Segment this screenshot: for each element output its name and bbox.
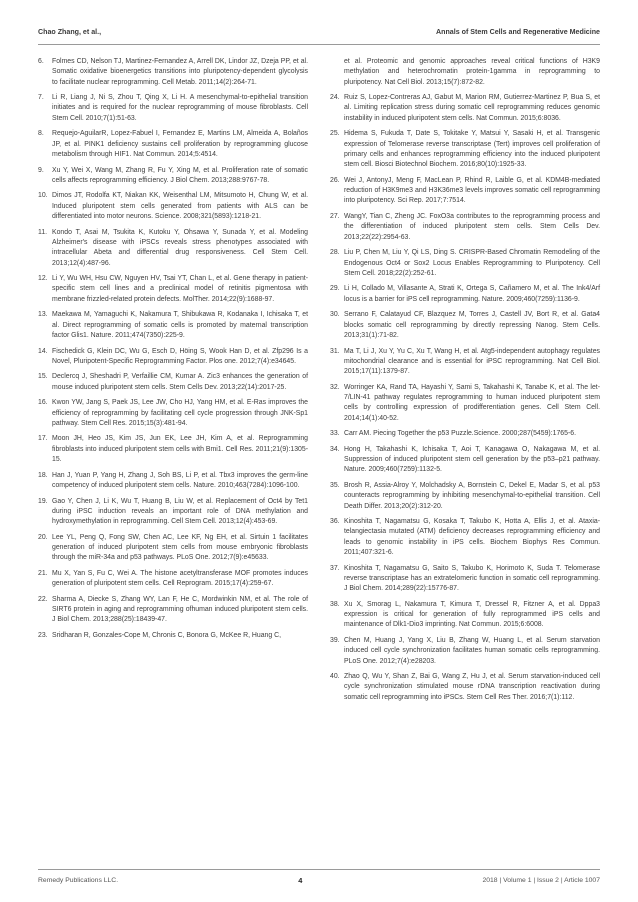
reference-number: 30. — [330, 311, 340, 319]
reference-number: 8. — [38, 130, 44, 138]
reference-item — [330, 310, 600, 341]
reference-number: 36. — [330, 518, 340, 526]
reference-text: Moon JH, Heo JS, Kim JS, Jun EK, Lee JH, Kim A, et al. Reprogramming fibroblasts into induced pluripotent stem cells with Bmi1. Cell Res. 2011;21(9):1305-15. — [52, 435, 308, 464]
reference-item — [38, 569, 308, 590]
reference-item — [38, 631, 308, 641]
left-column — [38, 57, 308, 708]
reference-number: 33. — [330, 430, 340, 438]
reference-item — [38, 398, 308, 429]
reference-text: Li R, Liang J, Ni S, Zhou T, Qing X, Li H. A mesenchymal-to-epithelial transition initiates and is required for the nuclear reprogramming of mouse fibroblasts. Cell Stem Cell. 2010;7(1):51-63. — [52, 94, 308, 122]
reference-text: Sharma A, Diecke S, Zhang WY, Lan F, He C, Mordwinkin NM, et al. The role of SIRT6 protein in aging and reprogramming ofhuman induced pluripotent stem cells. J Biol Chem. 2013;288(25):18439-47. — [52, 595, 308, 624]
reference-item — [38, 434, 308, 465]
reference-item — [38, 129, 308, 160]
reference-item — [330, 347, 600, 378]
reference-text: Ruiz S, Lopez-Contreras AJ, Gabut M, Marion RM, Gutierrez-Martinez P, Bua S, et al. Limiting replication stress during somatic cell reprogramming reduces genomic instability in induced pluripotent stem cells. Nat Commun. 2015;6:8036. — [344, 94, 600, 122]
reference-text: Kinoshita T, Nagamatsu G, Saito S, Takubo K, Horimoto K, Suda T. Telomerase reverse transcriptase has an extratelomeric function in somatic cell reprogramming. J Biol Chem. 2014;289(22):15776-87. — [344, 564, 600, 593]
header-journal: Annals of Stem Cells and Regenerative Medicine — [436, 28, 600, 36]
reference-number: 20. — [38, 533, 48, 541]
reference-item — [38, 191, 308, 222]
reference-number: 9. — [38, 166, 44, 174]
page-number: 4 — [298, 876, 303, 885]
reference-number: 32. — [330, 383, 340, 391]
reference-text: Maekawa M, Yamaguchi K, Nakamura T, Shibukawa R, Kodanaka I, Ichisaka T, et al. Direct reprogramming of somatic cells is promoted by maternal transcription factor Glis1. Nature. 2011;474(7350):225-9. — [52, 311, 308, 339]
reference-number: 13. — [38, 311, 48, 319]
header-authors: Chao Zhang, et al., — [38, 28, 102, 36]
right-column — [330, 57, 600, 708]
reference-number: 6. — [38, 58, 44, 65]
reference-number: 16. — [38, 399, 48, 407]
reference-number: 39. — [330, 637, 340, 644]
reference-item — [330, 284, 600, 305]
reference-item — [330, 429, 600, 439]
reference-item — [38, 595, 308, 626]
reference-text: Hong H, Takahashi K, Ichisaka T, Aoi T, Kanagawa O, Nakagawa M, et al. Suppression of induced pluripotent stem cell generation by the p53–p21 pathway. Nature. 2009;460(7259):1132-5. — [344, 445, 600, 474]
reference-item — [330, 212, 600, 243]
reference-number: 31. — [330, 347, 340, 355]
reference-text: Mu X, Yan S, Fu C, Wei A. The histone acetyltransferase MOF promotes induces generation of pluripotent stem cells. Cell Reprogram. 2015;17(4):259-67. — [52, 569, 308, 588]
reference-text: Gao Y, Chen J, Li K, Wu T, Huang B, Liu W, et al. Replacement of Oct4 by Tet1 during iPSC induction reveals an important role of DNA methylation and hydroxymethylation in reprogramming. Cell Stem Cell. 2013;12(4):453-69. — [52, 497, 308, 526]
reference-number: 19. — [38, 497, 48, 505]
reference-text: Kwon YW, Jang S, Paek JS, Lee JW, Cho HJ, Yang HM, et al. E-Ras improves the efficiency of reprogramming by facilitating cell cycle progression through JNK-Sp1 pathway. Stem Cell Res. 2015;15(3):481-94. — [52, 399, 308, 427]
reference-text: Ma T, Li J, Xu Y, Yu C, Xu T, Wang H, et al. Atg5-independent autophagy regulates mitochondrial clearance and is essential for iPSC reprogramming. Nat Cell Biol. 2015;17(11):1379-87. — [344, 347, 600, 376]
reference-text: WangY, Tian C, Zheng JC. FoxO3a contributes to the reprogramming process and the differentiation of induced pluripotent stem cells. Stem Cells Dev. 2013;22(22):2954-63. — [344, 213, 600, 241]
reference-text: Declercq J, Sheshadri P, Verfaillie CM, Kumar A. Zic3 enhances the generation of mouse induced pluripotent stem cells. Stem Cells Dev. 2013;22(14):2017-25. — [52, 373, 308, 391]
reference-text: et al. Proteomic and genomic approaches reveal critical functions of H3K9 methylation and heterochromatin protein-1gamma in reprogramming to pluripotency. Nat Cell Biol. 2013;15(7):872-82. — [344, 58, 600, 86]
reference-text: Zhao Q, Wu Y, Shan Z, Bai G, Wang Z, Hu J, et al. Serum starvation-induced cell cycle synchronization stimulated mouse rDNA transcription reactivation during somatic cell reprogramming into iPSCs. Stem Cell Res Ther. 2016;7(1):112. — [344, 673, 600, 701]
reference-item — [38, 310, 308, 341]
reference-text: Wei J, AntonyJ, Meng F, MacLean P, Rhind R, Laible G, et al. KDM4B-mediated reduction of H3K9me3 and H3K36me3 levels improves somatic cell reprogramming into pluripotency. Sci Rep. 2017;7:7514. — [344, 176, 600, 205]
reference-number: 27. — [330, 213, 340, 221]
reference-text: Kinoshita T, Nagamatsu G, Kosaka T, Takubo K, Hotta A, Ellis J, et al. Ataxia-telangiectasia mutated (ATM) deficiency decreases reprogramming efficiency and leads to genomic instability in iPS cells. Biochem Biophys Res Commun. 2011;407:321-6. — [344, 518, 600, 557]
reference-number: 28. — [330, 249, 340, 257]
reference-item — [38, 471, 308, 492]
reference-text: Dimos JT, Rodolfa KT, Niakan KK, Weisenthal LM, Mitsumoto H, Chung W, et al. Induced pluripotent stem cells generated from patients with ALS can be differentiated into motor neurons. Science. 2008;321(5893):1218-21. — [52, 192, 308, 221]
reference-item — [330, 517, 600, 558]
reference-number: 29. — [330, 285, 340, 293]
reference-text: Kondo T, Asai M, Tsukita K, Kutoku Y, Ohsawa Y, Sunada Y, et al. Modeling Alzheimer's disease with iPSCs reveals stress phenotypes associated with intracellular Abeta and differential drug responsiveness. Cell Stem Cell. 2013;12(4):487-96. — [52, 228, 308, 267]
reference-text: Requejo-AguilarR, Lopez-Fabuel I, Fernandez E, Martins LM, Almeida A, Bolaños JP, et al. PINK1 deficiency sustains cell proliferation by reprogramming glucose metabolism through HIF1. Nat Commun. 2014;5:4514. — [52, 130, 308, 158]
reference-item — [38, 228, 308, 269]
reference-text: Lee YL, Peng Q, Fong SW, Chen AC, Lee KF, Ng EH, et al. Sirtuin 1 facilitates generation of induced pluripotent stem cells from mouse embryonic fibroblasts through the miR-34a and p53 pathways. PLoS One. 2012;7(9):e45633. — [52, 533, 308, 562]
reference-item — [330, 445, 600, 476]
reference-item — [38, 372, 308, 393]
page-footer — [38, 869, 600, 885]
reference-text: Xu X, Smorag L, Nakamura T, Kimura T, Dressel R, Fitzner A, et al. Dppa3 expression is critical for generation of fully reprogrammed iPS cells and maintenance of Dlk1-Dio3 imprinting. Nat Commun. 2015;6:6008. — [344, 600, 600, 629]
reference-number: 37. — [330, 564, 340, 572]
reference-number: 10. — [38, 192, 48, 200]
reference-item — [330, 481, 600, 512]
reference-item — [330, 93, 600, 124]
footer-issue-info: 2018 | Volume 1 | Issue 2 | Article 1007 — [482, 877, 600, 884]
reference-number: 23. — [38, 632, 48, 639]
reference-item — [38, 533, 308, 564]
reference-text: Chen M, Huang J, Yang X, Liu B, Zhang W, Huang L, et al. Serum starvation induced cell cycle synchronization facilitates human somatic cells reprogramming. PLoS One. 2012;7(4):e28203. — [344, 637, 600, 665]
reference-item — [38, 93, 308, 124]
reference-text: Folmes CD, Nelson TJ, Martinez-Fernandez A, Arrell DK, Lindor JZ, Dzeja PP, et al. Somatic oxidative bioenergetics transitions into pluripotency-dependent glycolysis to facilitate nuclear reprogramming. Cell Metab. 2011;14(2):264-71. — [52, 58, 308, 86]
reference-text: Hidema S, Fukuda T, Date S, Tokitake Y, Matsui Y, Sasaki H, et al. Transgenic expression of Telomerase reverse transcriptase (Tert) improves cell proliferation of primary cells and enhances reprogramming efficiency into the induced pluripotent stem cell. Biosci Biotechnol Biochem. 2016;80(10):1925-33. — [344, 130, 600, 169]
footer-publisher: Remedy Publications LLC. — [38, 877, 119, 884]
reference-item — [330, 636, 600, 667]
reference-number: 22. — [38, 595, 48, 603]
reference-item — [330, 672, 600, 703]
reference-text: Fischedick G, Klein DC, Wu G, Esch D, Höing S, Wook Han D, et al. Zfp296 Is a Novel, Pluripotent-Specific Reprogramming Factor. Plos one. 2012;7(4):e34645. — [52, 347, 308, 365]
reference-number: 11. — [38, 228, 48, 236]
reference-text: Li Y, Wu WH, Hsu CW, Nguyen HV, Tsai YT, Chan L, et al. Gene therapy in patient-specific stem cell lines and a preclinical model of retinitis pigmentosa with membrane frizzled-related protein defects. MolTher. 2014;22(9):1688-97. — [52, 275, 308, 303]
reference-text: Serrano F, Calatayud CF, Blazquez M, Torres J, Castell JV, Bort R, et al. Gata4 blocks somatic cell reprogramming by directly repressing Nanog. Stem Cells. 2013;31(1):71-82. — [344, 311, 600, 339]
reference-number: 40. — [330, 673, 340, 681]
reference-number: 26. — [330, 176, 340, 184]
reference-number: 35. — [330, 481, 340, 489]
reference-item — [38, 274, 308, 305]
reference-text: Xu Y, Wei X, Wang M, Zhang R, Fu Y, Xing M, et al. Proliferation rate of somatic cells affects reprogramming efficiency. J Biol Chem. 2013;288:9767-78. — [52, 166, 308, 184]
reference-number: 38. — [330, 600, 340, 608]
reference-number: 21. — [38, 569, 48, 577]
reference-number: 12. — [38, 275, 48, 283]
reference-text: Carr AM. Piecing Together the p53 Puzzle.Science. 2000;287(5459):1765-6. — [344, 430, 577, 438]
reference-item — [330, 564, 600, 595]
running-header — [38, 28, 600, 45]
reference-item — [38, 57, 308, 88]
reference-text: Sridharan R, Gonzales-Cope M, Chronis C, Bonora G, McKee R, Huang C, — [52, 632, 282, 639]
reference-list — [38, 57, 600, 708]
reference-number: 24. — [330, 94, 340, 102]
reference-text: Han J, Yuan P, Yang H, Zhang J, Soh BS, Li P, et al. Tbx3 improves the germ-line competency of induced pluripotent stem cells. Nature. 2010;463(7284):1096-100. — [52, 471, 308, 489]
reference-number: 17. — [38, 435, 48, 443]
reference-item — [330, 248, 600, 279]
reference-item — [330, 57, 600, 88]
reference-text: Liu P, Chen M, Liu Y, Qi LS, Ding S. CRISPR-Based Chromatin Remodeling of the Endogenous Oct4 or Sox2 Locus Enables Reprogramming to Pluripotency. Cell Stem Cell. 2018;22(2):252-61. — [344, 249, 600, 277]
reference-item — [330, 600, 600, 631]
reference-item — [330, 383, 600, 424]
reference-item — [38, 347, 308, 368]
reference-text: Li H, Collado M, Villasante A, Strati K, Ortega S, Cañamero M, et al. The Ink4/Arf locus is a barrier for iPS cell reprogramming. Nature. 2009;460(7259):1136-9. — [344, 285, 600, 303]
reference-number — [330, 57, 344, 88]
reference-text: Brosh R, Assia-Alroy Y, Molchadsky A, Bornstein C, Dekel E, Madar S, et al. p53 counteracts reprogramming by inhibiting mesenchymal-to-epithelial transition. Cell Death Differ. 2013;20(2):312-20. — [344, 481, 600, 510]
reference-number: 14. — [38, 347, 48, 355]
reference-number: 18. — [38, 471, 48, 479]
reference-item — [38, 497, 308, 528]
reference-item — [38, 166, 308, 187]
reference-number: 7. — [38, 94, 44, 102]
reference-item — [330, 176, 600, 207]
reference-number: 15. — [38, 373, 48, 381]
reference-number: 25. — [330, 130, 340, 138]
reference-text: Worringer KA, Rand TA, Hayashi Y, Sami S, Takahashi K, Tanabe K, et al. The let-7/LIN-41 pathway regulates reprogramming to human induced pluripotent stem cells by controlling expression of prodifferentiation genes. Cell Stem Cell. 2014;14(1):40-52. — [344, 383, 600, 422]
reference-number: 34. — [330, 445, 340, 453]
reference-item — [330, 129, 600, 170]
